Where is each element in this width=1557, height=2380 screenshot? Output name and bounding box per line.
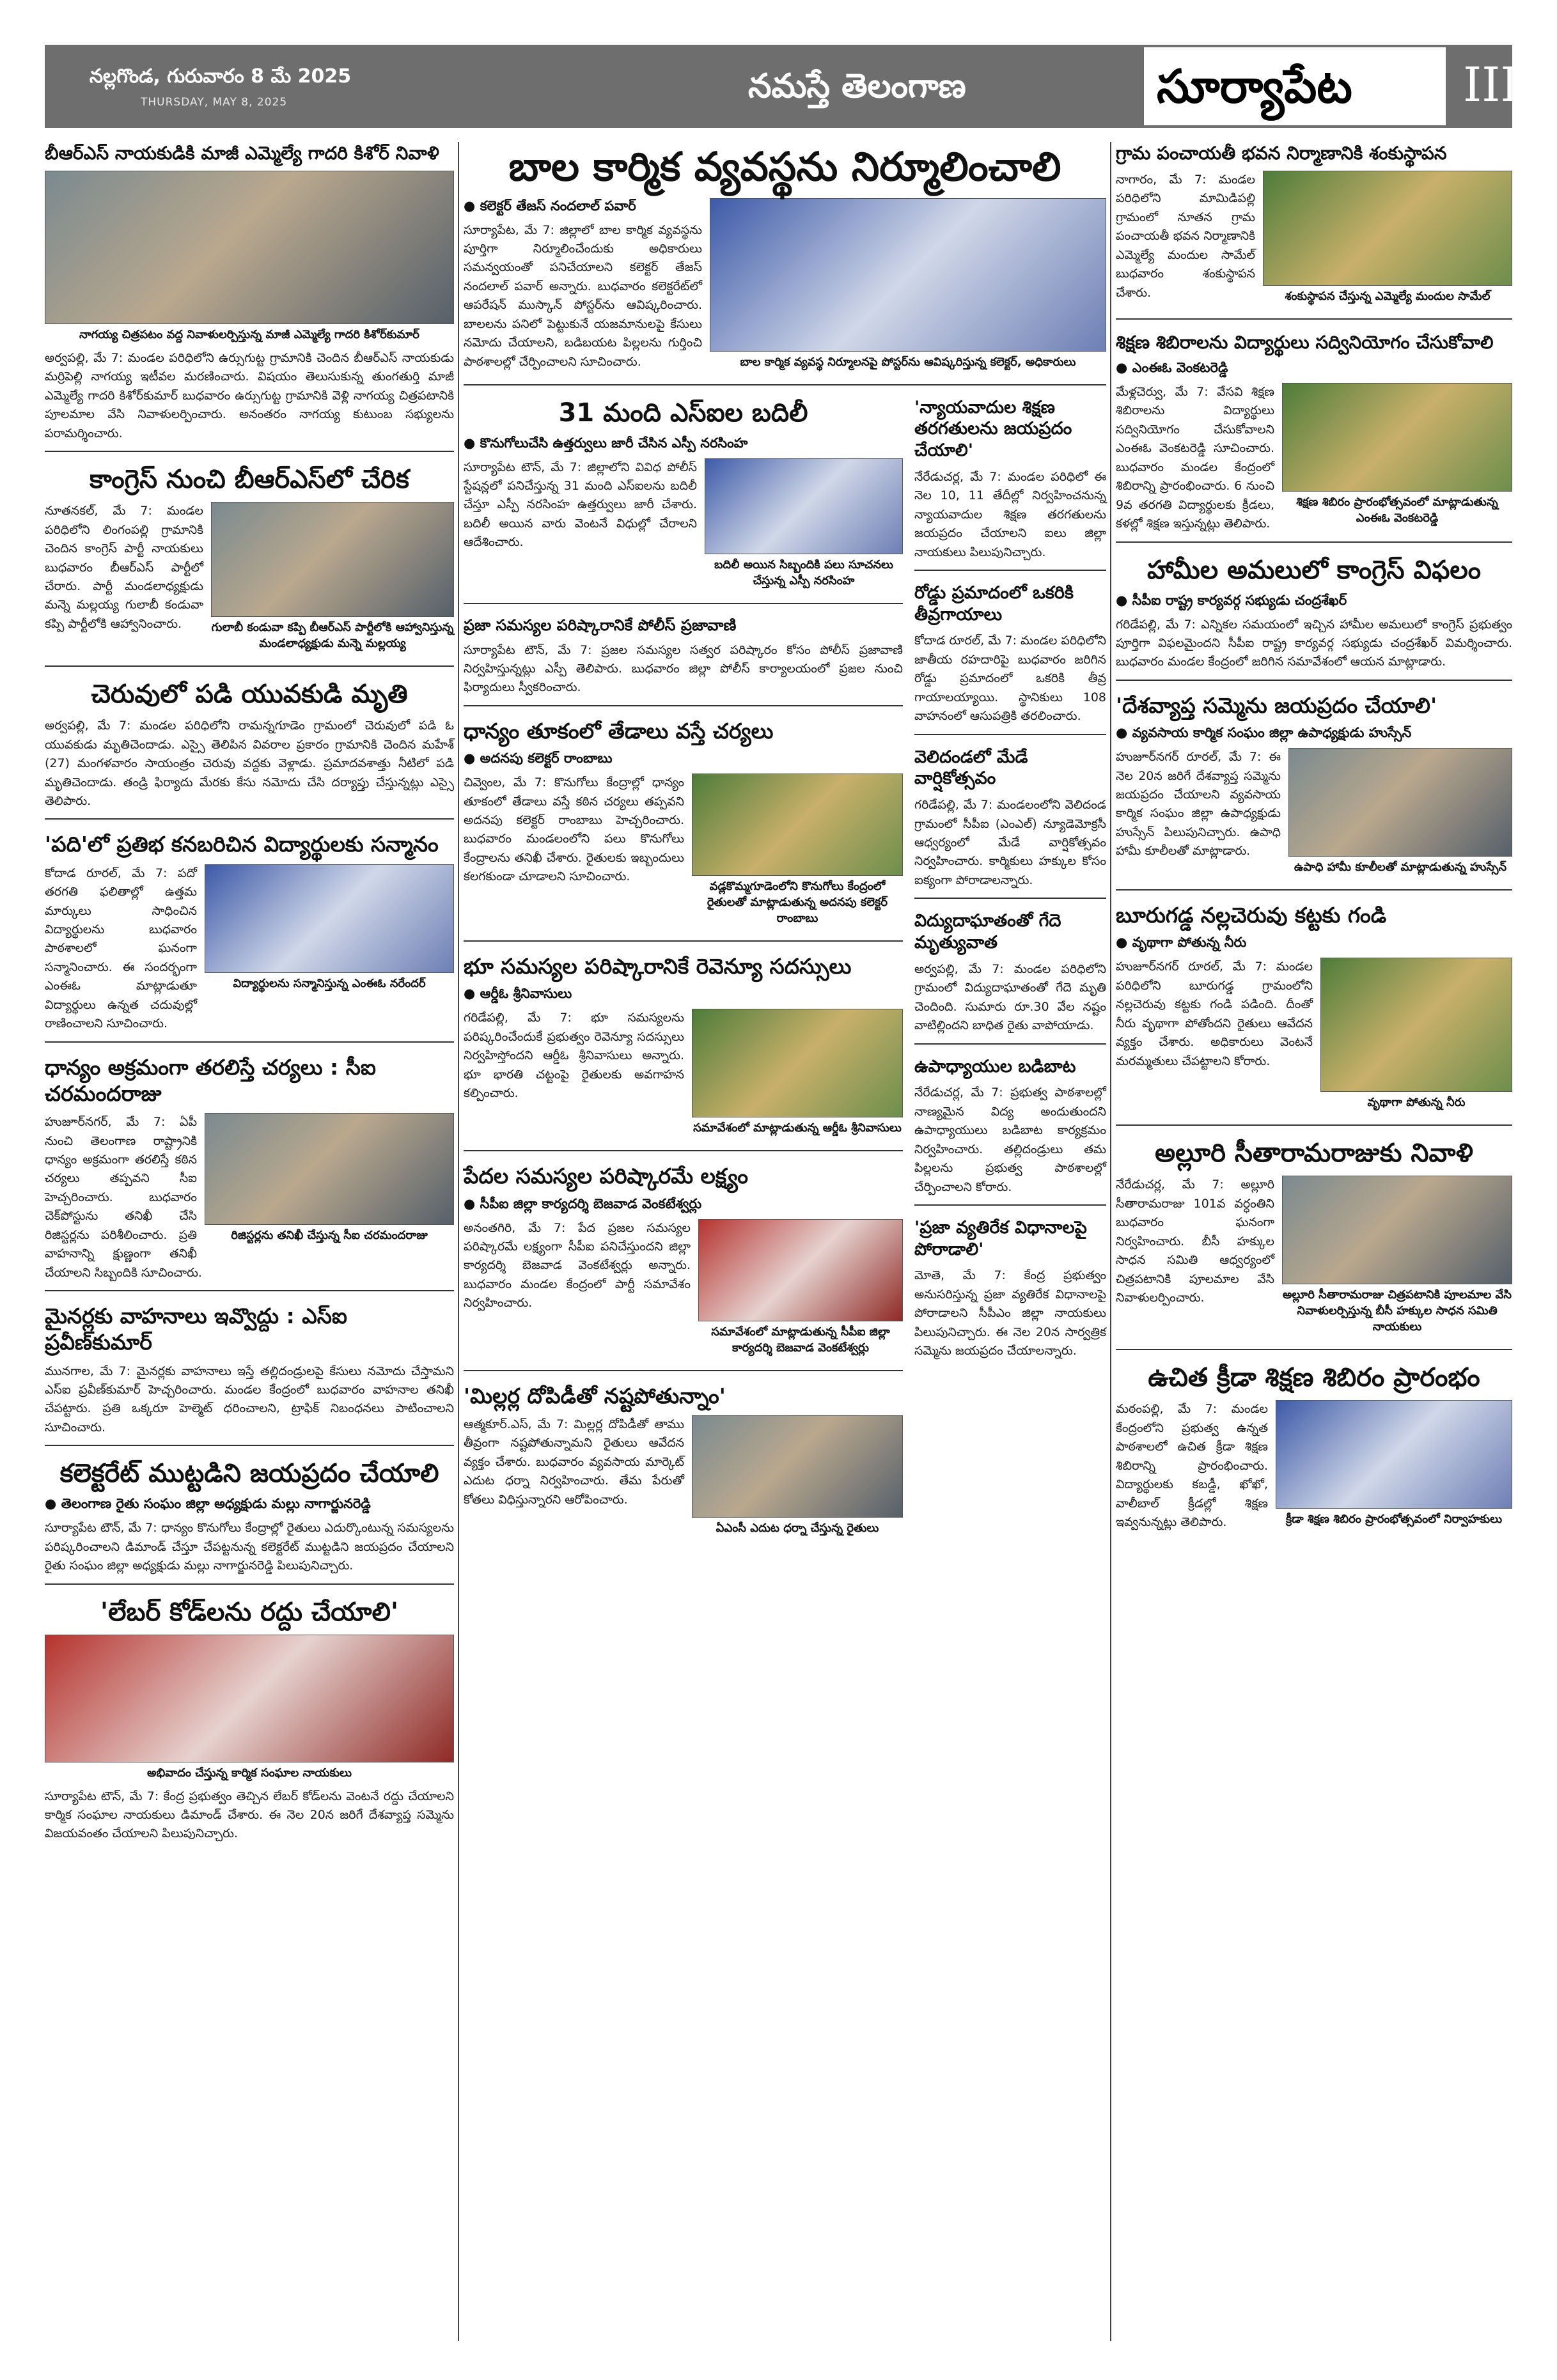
column-divider: [458, 142, 459, 2341]
photo-caption: గులాబీ కండువా కప్పి బీఆర్ఎస్ పార్టీలోకి ఆహ్వానిస్తున్న మండలాధ్యక్షుడు మన్నె మల్లయ్య: [211, 621, 454, 651]
article-photo: [1320, 958, 1512, 1092]
article-byline: ● కలెక్టర్ తేజస్ నందలాల్ పవార్: [464, 198, 636, 214]
article: [914, 397, 1106, 571]
article-byline: ● సీపీఐ జిల్లా కార్యదర్శి బెజవాడ వెంకటేశ్వర్లు: [464, 1195, 702, 1211]
article: [1116, 692, 1512, 891]
article: [45, 463, 454, 667]
center-subcolumn-b: [914, 397, 1106, 1562]
article-headline: అల్లూరి సీతారామరాజుకు నివాళి: [1155, 1139, 1473, 1169]
article: [464, 1163, 903, 1371]
article-photo: [1276, 1400, 1512, 1509]
article-headline: హామీల అమలులో కాంగ్రెస్ విఫలం: [1146, 555, 1482, 585]
article-headline: 'దేశవ్యాప్త సమ్మెను జయప్రదం చేయాలి': [1116, 692, 1437, 718]
article: [464, 1383, 903, 1550]
photo-caption: సమావేశంలో మాట్లాడుతున్న ఆర్డీఓ శ్రీనివాసులు: [693, 1121, 902, 1135]
article: [1116, 902, 1512, 1126]
article-headline: బూరుగడ్డ నల్లచెరువు కట్టకు గండి: [1116, 903, 1387, 928]
article-headline: రోడ్డు ప్రమాదంలో ఒకరికి తీవ్రగాయాలు: [914, 582, 1074, 625]
article-headline: ఉపాధ్యాయుల బడిబాట: [914, 1056, 1076, 1077]
article-photo: [1282, 383, 1512, 492]
article-photo: [1282, 1176, 1512, 1284]
edition-date-english: THURSDAY, MAY 8, 2025: [141, 96, 288, 109]
article-photo: [692, 774, 903, 876]
photo-caption: సమావేశంలో మాట్లాడుతున్న సీపీఐ జిల్లా కార్యదర్శి బెజవాడ వెంకటేశ్వర్లు: [711, 1325, 890, 1355]
column-center: [464, 142, 1106, 1562]
photo-caption: రిజిస్టర్లను తనిఖీ చేస్తున్న సీఐ చరమందరాజు: [231, 1229, 428, 1243]
article-photo: [705, 458, 903, 554]
article-photo: [45, 1635, 454, 1762]
masthead: [45, 45, 1519, 128]
article: [1116, 331, 1512, 543]
photo-caption: వృథాగా పోతున్న నీరు: [1367, 1096, 1466, 1110]
district-box: [1141, 45, 1448, 128]
article-body: కోదాడ రూరల్, మే 7: మండల పరిధిలోని జాతీయ రహదారిపై బుధవారం జరిగిన రోడ్డు ప్రమాదంలో ఒకరికి తీవ్ర గాయాలయ్యాయి. స్థానికులు 108 వాహనంలో ఆసుపత్రికి తరలించారు.: [914, 634, 1106, 724]
column-left: [45, 142, 454, 1863]
article: [45, 1054, 454, 1291]
article: [464, 397, 903, 604]
article: [914, 1056, 1106, 1206]
photo-caption: శంకుస్థాపన చేస్తున్న ఎమ్మెల్యే మందుల సామేల్: [1285, 290, 1490, 303]
article-byline: ● ఎంఈఓ వెంకటరెడ్డి: [1116, 360, 1228, 375]
article-body: సూర్యాపేట టౌన్, మే 7: ధాన్యం కొనుగోలు కేంద్రాల్లో రైతులు ఎదుర్కొంటున్న సమస్యలను పరిష్కరించాలని డిమాండ్ చేస్తూ చేపట్టనున్న కలెక్టరేట్ ముట్టడిని జయప్రదం చేయాలని రైతు సంఘం జిల్లా అధ్యక్షుడు మల్లు నాగార్జునరెడ్డి పిలుపునిచ్చారు.: [45, 1521, 454, 1573]
article-photo: [205, 864, 454, 973]
article: [1116, 554, 1512, 681]
photo-caption: బదిలీ అయిన సిబ్బందికి పలు సూచనలు చేస్తున్న ఎస్పీ నరసింహ: [714, 557, 893, 587]
photo-caption: అల్లూరి సీతారామరాజు చిత్రపటానికి పూలమాల వేసి నివాళులర్పిస్తున్న బీసీ హక్కుల సాధన సమితి నాయకులు: [1283, 1288, 1512, 1334]
article: [45, 1458, 454, 1584]
article-headline: 'ప్రజా వ్యతిరేక విధానాలపై పోరాడాలి': [914, 1217, 1087, 1259]
article-body: నాగారం, మే 7: మండల పరిధిలోని మామిడిపల్లి గ్రామంలో నూతన గ్రామ పంచాయతీ భవన నిర్మాణానికి ఎమ్మెల్యే మందుల సామేల్ బుధవారం శంకుస్థాపన చేశారు.: [1116, 173, 1255, 300]
article-body: అర్వపల్లి, మే 7: మండల పరిధిలోని ఉర్సుగుట్ట గ్రామానికి చెందిన బీఆర్ఎస్ నాయకుడు మర్రిపెల్లి నాగయ్య ఇటీవల మరణించారు. విషయం తెలుసుకున్న తుంగతుర్తి మాజీ ఎమ్మెల్యే గాదరి కిశోర్‌కుమార్ బుధవారం ఉర్సుగుట్ట గ్రామానికి వెళ్లి నాగయ్య చిత్రపటానికి పూలమాల వేసి నివాళులర్పించారు. అనంతరం నాగయ్య కుటుంబ సభ్యులను పరామర్శించారు.: [45, 351, 454, 440]
column-divider: [1110, 142, 1111, 2341]
article-headline: చెరువులో పడి యువకుడి మృతి: [91, 680, 408, 710]
article-headline: విద్యుదాఘాతంతో గేదె మృత్యువాత: [914, 911, 1061, 953]
article-headline: ధాన్యం అక్రమంగా తరలిస్తే చర్యలు : సీఐ చరమందరాజు: [45, 1054, 376, 1106]
photo-caption: వడ్లకొమ్మగూడెంలోని కొనుగోలు కేంద్రంలో రైతులతో మాట్లాడుతున్న అదనపు కలెక్టర్ రాంబాబు: [707, 880, 888, 926]
article-byline: ● వ్యవసాయ కార్మిక సంఘం జిల్లా ఉపాధ్యక్షుడు హుస్సేన్: [1116, 725, 1412, 741]
article-body: మేళ్లచెర్వు, మే 7: వేసవి శిక్షణ శిబిరాలను విద్యార్థులు సద్వినియోగం చేసుకోవాలని ఎంఈఓ వెంకటరెడ్డి సూచించారు. బుధవారం మండల కేంద్రంలో శిబిరాన్ని ప్రారంభించారు. 6 నుంచి 9వ తరగతి విద్యార్థులకు క్రీడలు, కళల్లో శిక్షణ ఇస్తున్నట్లు తెలిపారు.: [1116, 385, 1274, 531]
article: [1116, 1362, 1512, 1541]
article: [464, 616, 903, 706]
article-byline: ● వృథాగా పోతున్న నీరు: [1116, 935, 1247, 951]
article-body: మఠంపల్లి, మే 7: మండల కేంద్రంలోని ప్రభుత్వ ఉన్నత పాఠశాలలో ఉచిత క్రీడా శిక్షణ శిబిరాన్ని ప్రారంభించారు. విద్యార్థులకు కబడ్డీ, ఖోఖో, వాలీబాల్ క్రీడల్లో శిక్షణ ఇవ్వనున్నట్లు తెలిపారు.: [1116, 1402, 1268, 1529]
article-photo: [45, 171, 454, 324]
article-photo: [205, 1113, 454, 1225]
article-headline: 'మిల్లర్ల దోపిడీతో నష్టపోతున్నాం': [464, 1383, 726, 1408]
article-body: హుజూర్‌నగర్, మే 7: ఏపీ నుంచి తెలంగాణ రాష్ట్రానికి ధాన్యం అక్రమంగా తరలిస్తే కఠిన చర్యలు తప్పవని సీఐ హెచ్చరించారు. బుధవారం చెక్‌పోస్టును తనిఖీ చేసి రిజిస్టర్లను పరిశీలించారు. ప్రతి వాహనాన్ని క్షుణ్ణంగా తనిఖీ చేయాలని సిబ్బందికి సూచించారు.: [45, 1115, 202, 1280]
article-byline: ● తెలంగాణ రైతు సంఘం జిల్లా అధ్యక్షుడు మల్లు నాగార్జునరెడ్డి: [45, 1496, 371, 1512]
article-body: అనంతగిరి, మే 7: పేద ప్రజల సమస్యల పరిష్కారమే లక్ష్యంగా సీపీఐ పనిచేస్తుందని జిల్లా కార్యదర్శి బెజవాడ వెంకటేశ్వర్లు అన్నారు. బుధవారం మండల కేంద్రంలో పార్టీ సమావేశం నిర్వహించారు.: [464, 1220, 691, 1311]
article-photo: [1288, 748, 1512, 857]
article-photo: [698, 1219, 903, 1321]
article-body: నేరేడుచర్ల, మే 7: ప్రభుత్వ పాఠశాలల్లో నాణ్యమైన విద్య అందుతుందని ఉపాధ్యాయులు బడిబాట కార్యక్రమం నిర్వహించారు. తల్లిదండ్రులు తమ పిల్లలను ప్రభుత్వ పాఠశాలల్లో చేర్పించాలని కోరారు.: [914, 1085, 1106, 1194]
article-body: గరిడేపల్లి, మే 7: ఎన్నికల సమయంలో ఇచ్చిన హామీల అమలులో కాంగ్రెస్ ప్రభుత్వం పూర్తిగా విఫలమైందని సీపీఐ రాష్ట్ర కార్యవర్గ సభ్యుడు చంద్రశేఖర్ విమర్శించారు. బుధవారం మండల కేంద్రంలో జరిగిన సమావేశంలో ఆయన మాట్లాడారు.: [1116, 617, 1512, 669]
article-headline: భూ సమస్యల పరిష్కారానికే రెవెన్యూ సదస్సులు: [464, 954, 852, 979]
article-headline: వెలిదండలో మేడే వార్షికోత్సవం: [914, 747, 1028, 789]
article-byline: ● ఆర్డీఓ శ్రీనివాసులు: [464, 986, 572, 1002]
article: [464, 718, 903, 942]
article-headline: 'న్యాయవాదుల శిక్షణ తరగతులను జయప్రదం చేయాలి': [914, 397, 1072, 460]
article-photo: [1263, 171, 1512, 286]
article-photo: [692, 1415, 903, 1518]
photo-caption: బాల కార్మిక వ్యవస్థ నిర్మూలనపై పోస్టర్‌ను ఆవిష్కరిస్తున్న కలెక్టర్, అధికారులు: [740, 355, 1076, 369]
article-headline: శిక్షణ శిబిరాలను విద్యార్థులు సద్వినియోగం చేసుకోవాలి: [1116, 332, 1494, 353]
article: [45, 1596, 454, 1851]
article: [1116, 142, 1512, 320]
photo-caption: ఏఎంసీ ఎదుట ధర్నా చేస్తున్న రైతులు: [716, 1521, 879, 1535]
edition-date: నల్లగొండ, గురువారం 8 మే 2025: [90, 65, 352, 88]
article-body: గరిడేపల్లి, మే 7: భూ సమస్యలను పరిష్కరించేందుకే ప్రభుత్వం రెవెన్యూ సదస్సులు నిర్వహిస్తోందని ఆర్డీఓ శ్రీనివాసులు అన్నారు. భూ భారతి చట్టంపై రైతులకు అవగాహన కల్పించారు.: [464, 1011, 684, 1101]
article-body: సూర్యాపేట టౌన్, మే 7: జిల్లాలోని వివిధ పోలీస్ స్టేషన్లలో పనిచేస్తున్న 31 మంది ఎస్ఐలను బదిలీ చేస్తూ ఎస్పీ నరసింహ ఉత్తర్వులు జారీ చేశారు. బదిలీ అయిన వారు వెంటనే విధుల్లో చేరాలని ఆదేశించారు.: [464, 460, 698, 550]
article-headline: గ్రామ పంచాయతీ భవన నిర్మాణానికి శంకుస్థాపన: [1116, 143, 1447, 164]
article-byline: ● సీపీఐ రాష్ట్ర కార్యవర్గ సభ్యుడు చంద్రశేఖర్: [1116, 592, 1347, 608]
article-photo: [692, 1009, 903, 1117]
photo-caption: విద్యార్థులను సన్మానిస్తున్న ఎంఈఓ నరేందర్: [233, 976, 426, 990]
article-body: ఆత్మకూర్.ఎస్, మే 7: మిల్లర్ల దోపిడీతో తాము తీవ్రంగా నష్టపోతున్నామని రైతులు ఆవేదన వ్యక్తం చేశారు. బుధవారం వ్యవసాయ మార్కెట్ ఎదుట ధర్నా నిర్వహించారు. తేమ పేరుతో కోతలు విధిస్తున్నారని ఆరోపించారు.: [464, 1417, 684, 1507]
column-right: [1116, 142, 1512, 1553]
page-number: III: [1463, 58, 1519, 113]
article: [45, 831, 454, 1042]
article-photo: [211, 502, 454, 617]
article-body: నూతనకల్, మే 7: మండల పరిధిలోని లింగంపల్లి గ్రామానికి చెందిన కాంగ్రెస్ పార్టీ నాయకులు బుధవారం బీఆర్ఎస్ పార్టీలో చేరారు. పార్టీ మండలాధ్యక్షుడు మన్నె మల్లయ్య గులాబీ కండువా కప్పి పార్టీలోకి ఆహ్వానించారు.: [45, 504, 203, 631]
article: [1116, 1137, 1512, 1350]
lead-article: [464, 142, 1106, 385]
article-headline: 'లేబర్ కోడ్‌లను రద్దు చేయాలి': [100, 1597, 399, 1627]
article-headline: కలెక్టరేట్ ముట్టడిని జయప్రదం చేయాలి: [59, 1459, 439, 1489]
newspaper-name: నమస్తే తెలంగాణ: [748, 66, 966, 105]
article-body: సూర్యాపేట, మే 7: జిల్లాలో బాల కార్మిక వ్యవస్థను పూర్తిగా నిర్మూలించేందుకు అధికారులు సమన్వయంతో పనిచేయాలని కలెక్టర్ తేజస్ నందలాల్ పవార్ అన్నారు. బుధవారం కలెక్టరేట్‌లో ఆపరేషన్ ముస్కాన్ పోస్టర్‌ను ఆవిష్కరించారు. బాలలను పనిలో పెట్టుకునే యజమానులపై కేసులు నమోదు చేయాలని, బడిబయట పిల్లలను గుర్తించి పాఠశాలల్లో చేర్పించాలని సూచించారు.: [464, 222, 702, 369]
article: [914, 582, 1106, 735]
article: [45, 142, 454, 452]
article: [914, 747, 1106, 899]
photo-caption: శిక్షణ శిబిరం ప్రారంభోత్సవంలో మాట్లాడుతున్న ఎంఈఓ వెంకటరెడ్డి: [1296, 495, 1498, 525]
photo-caption: ఉపాధి హామీ కూలీలతో మాట్లాడుతున్న హుస్సేన్: [1294, 860, 1507, 875]
photo-caption: అభివాదం చేస్తున్న కార్మిక సంఘాల నాయకులు: [146, 1766, 352, 1780]
article: [45, 678, 454, 820]
article-headline: మైనర్లకు వాహనాలు ఇవ్వొద్దు : ఎస్ఐ ప్రవీణ్‌కుమార్: [45, 1303, 347, 1355]
article-body: గరిడేపల్లి, మే 7: మండలంలోని వెలిదండ గ్రామంలో సీపీఐ (ఎంఎల్) న్యూడెమోక్రసీ ఆధ్వర్యంలో మేడే వార్షికోత్సవం నిర్వహించారు. కార్మికులు హక్కుల కోసం ఐక్యంగా పోరాడాలన్నారు.: [914, 798, 1106, 887]
article-body: మునగాల, మే 7: మైనర్లకు వాహనాలు ఇస్తే తల్లిదండ్రులపై కేసులు నమోదు చేస్తామని ఎస్ఐ ప్రవీణ్‌కుమార్ హెచ్చరించారు. మండల కేంద్రంలో బుధవారం వాహనాల తనిఖీ చేపట్టారు. ప్రతి ఒక్కరూ హెల్మెట్ ధరించాలని, ట్రాఫిక్ నిబంధనలు పాటించాలని సూచించారు.: [45, 1364, 454, 1435]
article-photo: [710, 198, 1106, 352]
article: [45, 1303, 454, 1446]
district-name: సూర్యాపేట: [1157, 59, 1352, 113]
photo-caption: క్రీడా శిక్షణ శిబిరం ప్రారంభోత్సవంలో నిర్వాహకులు: [1285, 1513, 1503, 1527]
photo-caption: నాగయ్య చిత్రపటం వద్ద నివాళులర్పిస్తున్న మాజీ ఎమ్మెల్యే గాదరి కిశోర్‌కుమార్: [79, 328, 419, 341]
article-body: సూర్యాపేట టౌన్, మే 7: ప్రజల సమస్యల సత్వర పరిష్కారం కోసం పోలీస్ ప్రజావాణి నిర్వహిస్తున్నట్లు ఎస్పీ తెలిపారు. బుధవారం జిల్లా పోలీస్ కార్యాలయంలో ప్రజల నుంచి ఫిర్యాదులు స్వీకరించారు.: [464, 642, 903, 695]
center-subcolumn-a: [464, 397, 903, 1562]
article-body: అర్వపల్లి, మే 7: మండల పరిధిలోని రామన్నగూడెం గ్రామంలో చెరువులో పడి ఓ యువకుడు మృతిచెందాడు. ఎస్సై తెలిపిన వివరాల ప్రకారం గ్రామానికి చెందిన మహేశ్ (27) మంగళవారం సాయంత్రం చెరువు వద్దకు వెళ్లాడు. ప్రమాదవశాత్తు నీటిలో పడి మృతిచెందాడు. తండ్రి ఫిర్యాదు మేరకు కేసు నమోదు చేసి దర్యాప్తు చేస్తున్నట్లు ఎస్సై తెలిపారు.: [45, 719, 454, 808]
article-headline: బీఆర్ఎస్ నాయకుడికి మాజీ ఎమ్మెల్యే గాదరి కిశోర్ నివాళి: [45, 143, 439, 164]
article-body: సూర్యాపేట టౌన్, మే 7: కేంద్ర ప్రభుత్వం తెచ్చిన లేబర్ కోడ్‌లను వెంటనే రద్దు చేయాలని కార్మిక సంఘాల నాయకులు డిమాండ్ చేశారు. ఈ నెల 20న జరిగే దేశవ్యాప్త సమ్మెను విజయవంతం చేయాలని పిలుపునిచ్చారు.: [45, 1789, 454, 1841]
lead-headline: బాల కార్మిక వ్యవస్థను నిర్మూలించాలి: [508, 143, 1061, 190]
article-headline: 31 మంది ఎస్ఐల బదిలీ: [558, 398, 808, 428]
article-body: చివ్వెంల, మే 7: కొనుగోలు కేంద్రాల్లో ధాన్యం తూకంలో తేడాలు వస్తే కఠిన చర్యలు తప్పవని అదనపు కలెక్టర్ రాంబాబు హెచ్చరించారు. బుధవారం మండలంలోని పలు కొనుగోలు కేంద్రాలను తనిఖీ చేశారు. రైతులకు ఇబ్బందులు కలగకుండా చూడాలని సూచించారు.: [464, 775, 684, 884]
article-headline: 'పది'లో ప్రతిభ కనబరిచిన విద్యార్థులకు సన్మానం: [45, 832, 439, 857]
article: [914, 1217, 1106, 1369]
article-byline: ● కొనుగోలుచేసి ఉత్తర్వులు జారీ చేసిన ఎస్పీ నరసింహ: [464, 435, 748, 451]
article-body: నేరేడుచర్ల, మే 7: అల్లూరి సీతారామరాజు 101వ వర్ధంతిని బుధవారం ఘనంగా నిర్వహించారు. బీసీ హక్కుల సాధన సమితి ఆధ్వర్యంలో చిత్రపటానికి పూలమాల వేసి నివాళులర్పించారు.: [1116, 1178, 1274, 1305]
article-body: అర్వపల్లి, మే 7: మండల పరిధిలోని గ్రామంలో విద్యుదాఘాతంతో గేదె మృతి చెందింది. సుమారు రూ.30 వేల నష్టం వాటిల్లిందని బాధిత రైతు వాపోయాడు.: [914, 961, 1106, 1033]
article-headline: కాంగ్రెస్ నుంచి బీఆర్ఎస్‌లో చేరిక: [90, 465, 409, 495]
article: [914, 910, 1106, 1044]
article-byline: ● అదనపు కలెక్టర్ రాంబాబు: [464, 751, 613, 766]
article-headline: ఉచిత క్రీడా శిక్షణ శిబిరం ప్రారంభం: [1148, 1363, 1480, 1393]
article-body: హుజూర్‌నగర్ రూరల్, మే 7: మండల పరిధిలోని బూరుగడ్డ గ్రామంలోని నల్లచెరువు కట్టకు గండి పడింది. దీంతో నీరు వృథాగా పోతోందని రైతులు ఆవేదన వ్యక్తం చేశారు. అధికారులు వెంటనే మరమ్మతులు చేపట్టాలని కోరారు.: [1116, 960, 1313, 1068]
article: [464, 953, 903, 1151]
article-headline: ధాన్యం తూకంలో తేడాలు వస్తే చర్యలు: [464, 718, 774, 743]
article-body: హుజూర్‌నగర్ రూరల్, మే 7: ఈ నెల 20న జరిగే దేశవ్యాప్త సమ్మెను జయప్రదం చేయాలని వ్యవసాయ కార్మిక సంఘం జిల్లా ఉపాధ్యక్షుడు హుస్సేన్ పిలుపునిచ్చారు. ఉపాధి హామీ కూలీలతో మాట్లాడారు.: [1116, 750, 1281, 859]
article-body: నేరేడుచర్ల, మే 7: మండల పరిధిలో ఈ నెల 10, 11 తేదీల్లో నిర్వహించనున్న న్యాయవాదుల శిక్షణ తరగతులను జయప్రదం చేయాలని ఐలు జిల్లా నాయకులు పిలుపునిచ్చారు.: [914, 469, 1106, 559]
article-body: మోతె, మే 7: కేంద్ర ప్రభుత్వం అనుసరిస్తున్న ప్రజా వ్యతిరేక విధానాలపై పోరాడాలని సీపీఎం జిల్లా నాయకులు పిలుపునిచ్చారు. ఈ నెల 20న సార్వత్రిక సమ్మెను జయప్రదం చేయాలన్నారు.: [914, 1268, 1106, 1358]
article-headline: పేదల సమస్యల పరిష్కారమే లక్ష్యం: [464, 1163, 748, 1189]
article-body: కోదాడ రూరల్, మే 7: పదో తరగతి ఫలితాల్లో ఉత్తమ మార్కులు సాధించిన విద్యార్థులను బుధవారం పాఠశాలలో ఘనంగా సన్మానించారు. ఈ సందర్భంగా ఎంఈఓ మాట్లాడుతూ విద్యార్థులు ఉన్నత చదువుల్లో రాణించాలని సూచించారు.: [45, 866, 197, 1031]
article-headline: ప్రజా సమస్యల పరిష్కారానికే పోలీస్ ప్రజావాణి: [464, 616, 737, 634]
